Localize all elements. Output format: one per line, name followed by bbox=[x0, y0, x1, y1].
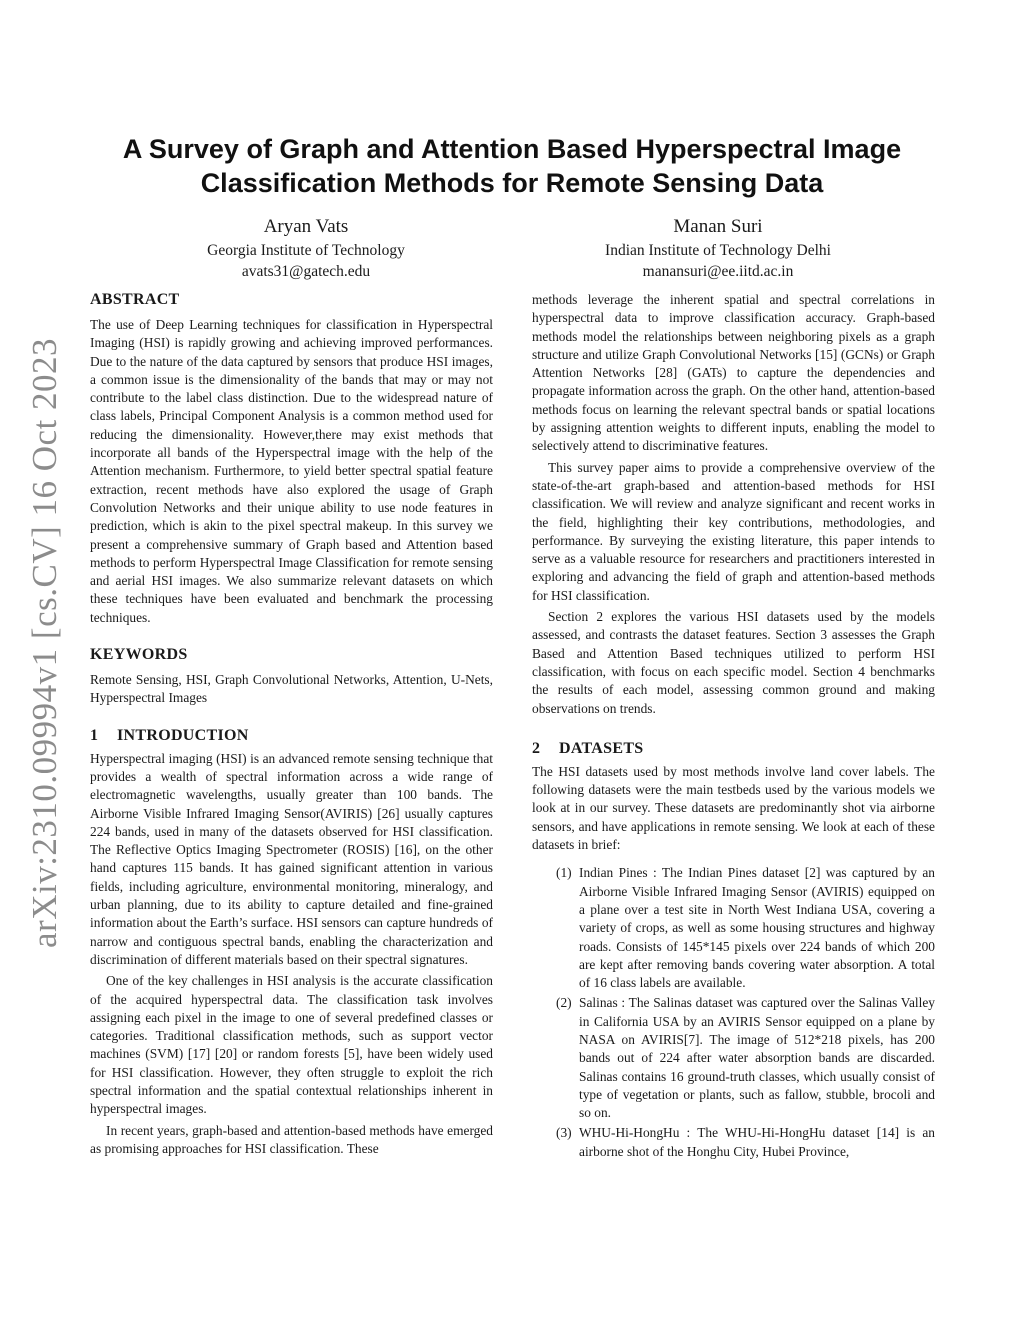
paragraph: This survey paper aims to provide a comprehensive overview of the state-of-the-art graph-based and attention-based methods for HSI classification. We will review and analyze significant and recent works in the field, highlighting their key contributions, methodologies, and performance. By surveying the existing literature, this paper intends to serve as a valuable resource for researchers and practitioners interested in exploring and advancing the field of graph and attention-based methods for HSI classification. bbox=[532, 459, 935, 603]
author-email: manansuri@ee.iitd.ac.in bbox=[642, 263, 794, 280]
list-marker: (2) bbox=[556, 995, 572, 1011]
keywords-text: Remote Sensing, HSI, Graph Convolutional Networks, Attention, U-Nets, Hyperspectral Images bbox=[90, 672, 493, 706]
author-block bbox=[96, 214, 516, 282]
datasets-heading bbox=[532, 738, 935, 760]
list-item bbox=[532, 1124, 935, 1161]
author-affiliation: Indian Institute of Technology Delhi bbox=[605, 242, 831, 259]
keywords-heading: KEYWORDS bbox=[90, 646, 188, 664]
arxiv-identifier: arXiv:2310.09994v1 [cs.CV] 16 Oct 2023 bbox=[25, 337, 64, 948]
section-title: INTRODUCTION bbox=[117, 726, 249, 744]
list-marker: (1) bbox=[556, 865, 572, 881]
paragraph: Section 2 explores the various HSI datasets used by the models assessed, and contrasts the dataset features. Section 3 assesses the Graph Based and Attention Based techniques utilized to perform HSI classification, with focus on each specific model. Section 4 benchmarks the results of each model, assessing common ground and making observations on trends. bbox=[532, 609, 935, 716]
paragraph: methods leverage the inherent spatial and spectral correlations in hyperspectral data to improve classification accuracy. Graph-based methods model the relationships between neighboring pixels as a graph structure and utilize Graph Convolutional Networks [15] (GCNs) or Graph Attention Networks [28] (GATs) to capture the dependencies and propagate information across the graph. On the other hand, attention-based methods focus on learning the relevant spectral bands or spatial locations by assigning attention weights to different inputs, enabling the model to selectively attend to discriminative features. bbox=[532, 292, 935, 454]
author-name: Manan Suri bbox=[673, 216, 763, 237]
section-number: 1 bbox=[90, 726, 99, 744]
abstract-heading: ABSTRACT bbox=[90, 291, 180, 308]
introduction-heading bbox=[90, 725, 493, 747]
title-line-1: A Survey of Graph and Attention Based Hyperspectral Image bbox=[122, 134, 902, 164]
paragraph: Hyperspectral imaging (HSI) is an advanced remote sensing technique that provides a wealth of spectral information across a wide range of electromagnetic wavelengths, usually greater than 100 bands. The Airborne Visible Infrared Imaging Sensor(AVIRIS) [26] usually captures 224 bands, used in many of the datasets observed for HSI classification. The Reflective Optics Imaging Spectrometer (ROSIS) [16], on the other hand captures 115 bands. It has gained significant attention in various fields, including agriculture, environmental monitoring, mineralogy, and urban planning, due to its ability to capture detailed and fine-grained information about the Earth’s surface. HSI sensors can capture hundreds of narrow and contiguous spectral bands, enabling the characterization and discrimination of different materials based on their spectral signatures. bbox=[90, 750, 493, 967]
list-item-text: Indian Pines : The Indian Pines dataset [2] was captured by an Airborne Visible Infrared Imaging Sensor (AVIRIS) equipped on a plane over a test site in North West Indiana USA, covering a variety of crops, as well as some housing structures and highway roads. Consists of 145*145 pixels over 224 bands of which 200 are kept after removing bands covering water absorption. A total of 16 class labels are available. bbox=[579, 865, 935, 991]
list-marker: (3) bbox=[556, 1125, 572, 1141]
section-title: DATASETS bbox=[559, 739, 644, 757]
paragraph: The HSI datasets used by most methods involve land cover labels. The following datasets were the main testbeds used by the various models we look at in our survey. These datasets are predominantly shot via airborne sensors, and have applications in remote sensing. We look at each of these datasets in brief: bbox=[532, 763, 935, 853]
list-item bbox=[532, 994, 935, 1122]
author-email: avats31@gatech.edu bbox=[241, 263, 371, 280]
paragraph: In recent years, graph-based and attention-based methods have emerged as promising approaches for HSI classification. These bbox=[90, 1122, 493, 1156]
list-item bbox=[532, 864, 935, 992]
section-number: 2 bbox=[532, 739, 541, 757]
paper-title bbox=[60, 132, 964, 200]
paragraph: One of the key challenges in HSI analysis is the accurate classification of the acquired hyperspectral data. The classification task involves assigning each pixel in the image to one of several predefined classes or categories. Traditional classification methods, such as support vector machines (SVM) [17] [20] or random forests [5], have been widely used for HSI classification. However, they often struggle to exploit the rich spectral information and the spatial contextual relationships inherent in hyperspectral images. bbox=[90, 973, 493, 1117]
author-affiliation: Georgia Institute of Technology bbox=[207, 242, 405, 259]
author-block bbox=[508, 214, 928, 282]
dataset-list bbox=[532, 864, 935, 1161]
abstract-text: The use of Deep Learning techniques for classification in Hyperspectral Imaging (HSI) is rapidly growing and achieving improved performances. Due to the nature of the data captured by sensors that produce HSI images, a common issue is the dimensionality of the bands that may or may not contribute to the label class distinction. Due to the widespread nature of class labels, Principal Component Analysis is a common method used for reducing the dimensionality. However,there may exist methods that incorporate all bands of the Hyperspectral image with the help of the Attention mechanism. Furthermore, to yield better spectral spatial feature extraction, recent methods have also explored the usage of Graph Convolution Networks and their unique ability to use node features in prediction, which is akin to the pixel spectral makeup. In this survey we present a comprehensive summary of Graph based and Attention based methods to perform Hyperspectral Image Classification for remote sensing and aerial HSI images. We also summarize relevant datasets on which these techniques have been evaluated and benchmark the processing techniques. bbox=[90, 317, 493, 625]
author-name: Aryan Vats bbox=[263, 216, 349, 237]
title-line-2: Classification Methods for Remote Sensing Data bbox=[200, 168, 824, 198]
list-item-text: Salinas : The Salinas dataset was captured over the Salinas Valley in California USA by an AVIRIS Sensor equipped on a plane by NASA on AVIRIS[7]. The image of 512*218 pixels, has 200 bands out of 224 after water absorption bands are discarded. Salinas contains 16 ground-truth classes, which usually consist of type of vegetation or plants, such as fallow, stubble, brocoli and so on. bbox=[579, 995, 935, 1121]
list-item-text: WHU-Hi-HongHu : The WHU-Hi-HongHu dataset [14] is an airborne shot of the Honghu City, Hubei Province, bbox=[579, 1125, 935, 1159]
left-column bbox=[90, 289, 493, 1158]
right-column bbox=[532, 291, 935, 1163]
